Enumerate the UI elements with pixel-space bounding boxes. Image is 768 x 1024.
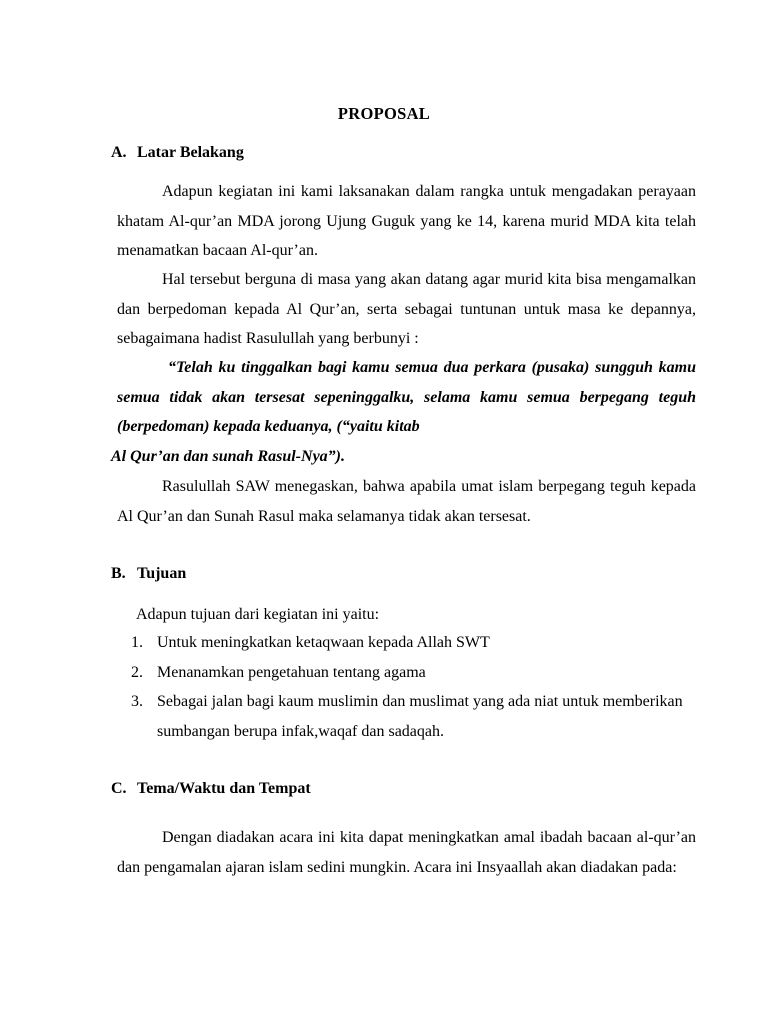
- section-c-letter: C.: [111, 780, 127, 797]
- list-item-number: 1.: [131, 634, 143, 651]
- goals-list: [131, 628, 691, 746]
- section-a-letter: A.: [111, 144, 127, 161]
- section-c-paragraph-1: [117, 823, 696, 882]
- list-item: [131, 658, 691, 688]
- section-c-heading: [111, 780, 311, 798]
- hadith-quote-text: “Telah ku tinggalkan bagi kamu semua dua perkara (pusaka) sungguh kamu semua tidak akan tersesat sepeninggalku, selama kamu semua berpegang teguh (berpedoman) kepada keduanya, (“yaitu kitab: [117, 359, 696, 435]
- section-c-title: Tema/Waktu dan Tempat: [137, 780, 311, 797]
- section-a-paragraph-2: [117, 265, 696, 354]
- list-item-number: 3.: [131, 693, 143, 710]
- list-item-text: Menanamkan pengetahuan tentang agama: [157, 663, 426, 681]
- section-a-paragraph-1-text: Adapun kegiatan ini kami laksanakan dalam rangka untuk mengadakan perayaan khatam Al-qur’an MDA jorong Ujung Guguk yang ke 14, karena murid MDA kita telah menamatkan bacaan Al-qur’an.: [117, 183, 696, 259]
- hadith-quote: [117, 353, 696, 442]
- section-a-heading: [111, 144, 244, 162]
- section-a-paragraph-3-text: Rasulullah SAW menegaskan, bahwa apabila umat islam berpegang teguh kepada Al Qur’an dan Sunah Rasul maka selamanya tidak akan tersesat.: [117, 478, 696, 525]
- section-a-title: Latar Belakang: [137, 144, 244, 161]
- section-a-paragraph-2-text: Hal tersebut berguna di masa yang akan datang agar murid kita bisa mengamalkan dan berpedoman kepada Al Qur’an, serta sebagai tuntunan untuk masa ke depannya, sebagaimana hadist Rasulullah yang berbunyi :: [117, 271, 696, 347]
- document-title: PROPOSAL: [337, 104, 431, 123]
- list-item-text: Untuk meningkatkan ketaqwaan kepada Allah SWT: [157, 634, 490, 651]
- hadith-quote-end: Al Qur’an dan sunah Rasul-Nya”).: [111, 448, 345, 465]
- section-a-paragraph-1: [117, 177, 696, 266]
- list-item-text: Sebagai jalan bagi kaum muslimin dan muslimat yang ada niat untuk memberikan sumbangan berupa infak,waqaf dan sadaqah.: [157, 693, 683, 740]
- section-b-heading: [111, 565, 186, 583]
- section-b-title: Tujuan: [137, 565, 187, 582]
- list-item-number: 2.: [131, 663, 143, 681]
- section-a-paragraph-3: [117, 472, 696, 531]
- list-item: [131, 687, 691, 746]
- list-item: [131, 628, 691, 658]
- section-c-paragraph-1-text: Dengan diadakan acara ini kita dapat meningkatkan amal ibadah bacaan al-qur’an dan pengamalan ajaran islam sedini mungkin. Acara ini Insyaallah akan diadakan pada:: [117, 829, 696, 876]
- section-b-letter: B.: [111, 565, 126, 582]
- section-b-intro: Adapun tujuan dari kegiatan ini yaitu:: [136, 606, 380, 623]
